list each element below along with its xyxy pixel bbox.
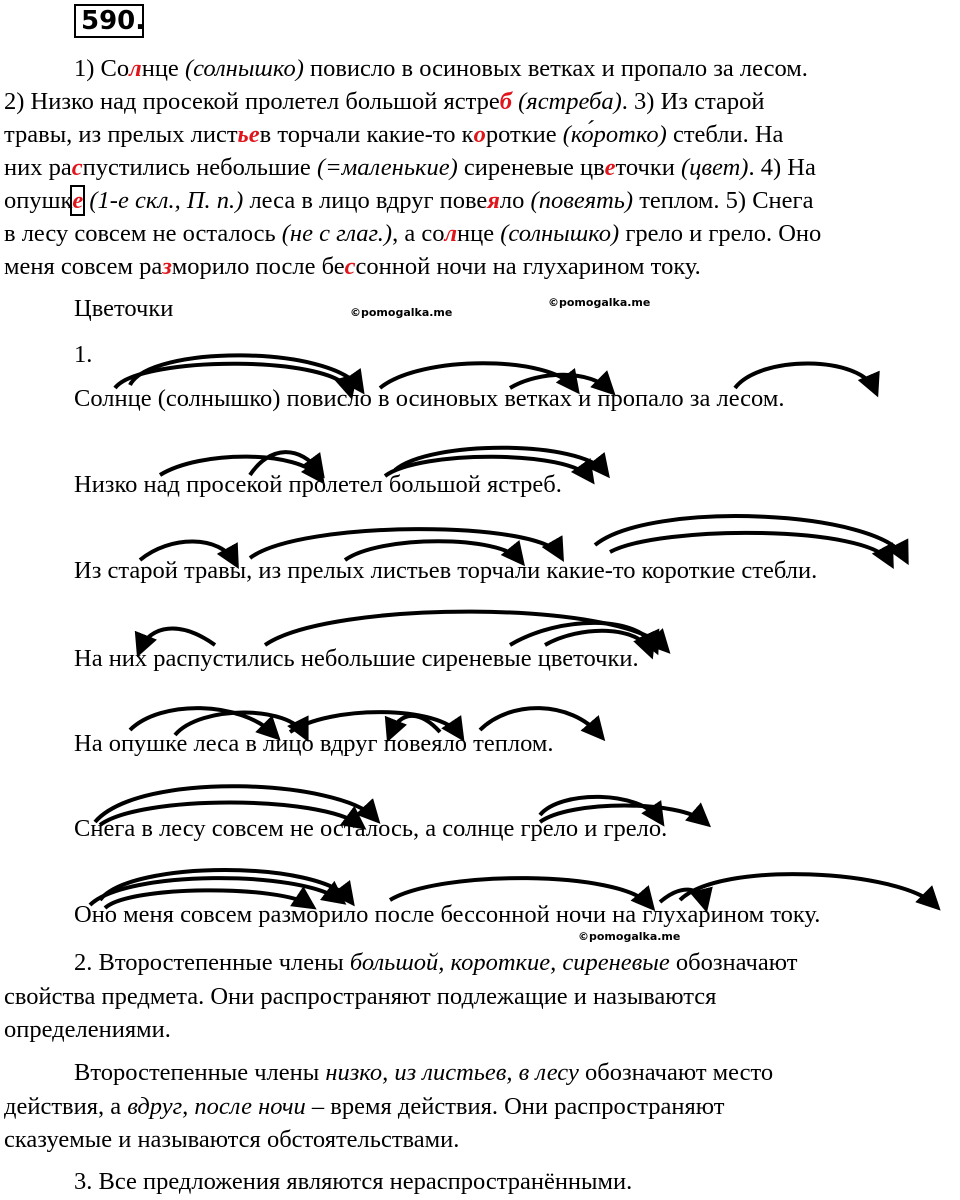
sentence-1: Солнце (солнышко) повисло в осиновых ветках и пропало за лесом. — [74, 385, 785, 412]
part3-line: 3. Все предложения являются нераспространёнными. — [74, 1168, 633, 1195]
exercise-line-6: в лесу совсем не осталось (не с глаг.), а солнце (солнышко) грело и грело. Оно — [4, 220, 822, 247]
word-analysis: Цветочки — [74, 295, 174, 322]
sentence-2: Низко над просекой пролетел большой ястреб. — [74, 471, 562, 498]
exercise-line-1: 1) Солнце (солнышко) повисло в осиновых ветках и пропало за лесом. — [74, 55, 808, 82]
exercise-line-4: них распустились небольшие (=маленькие) сиреневые цветочки (цвет). 4) На — [4, 154, 816, 181]
sentence-5: На опушке леса в лицо вдруг повеяло теплом. — [74, 730, 554, 757]
part2-line-5: действия, а вдруг, после ночи – время действия. Они распространяют — [4, 1093, 725, 1120]
watermark: ©pomogalka.me — [548, 296, 651, 309]
sentence-6: Снега в лесу совсем не осталось, а солнце грело и грело. — [74, 815, 668, 842]
part2-line-1: 2. Второстепенные члены большой, короткие, сиреневые обозначают — [74, 949, 798, 976]
part2-line-4: Второстепенные члены низко, из листьев, в лесу обозначают место — [74, 1059, 774, 1086]
task-number: 590. — [74, 4, 144, 38]
sentence-4: На них распустились небольшие сиреневые цветочки. — [74, 645, 639, 672]
part1-label: 1. — [74, 341, 93, 368]
sentence-7: Оно меня совсем разморило после бессонной ночи на глухарином току. — [74, 901, 821, 928]
exercise-line-2: 2) Низко над просекой пролетел большой ястреб (ястреба). 3) Из старой — [4, 88, 765, 115]
watermark: ©pomogalka.me — [350, 306, 453, 319]
part2-line-3: определениями. — [4, 1016, 171, 1043]
exercise-line-3: травы, из прелых листьев торчали какие-то короткие (ко́ротко) стебли. На — [4, 121, 784, 148]
part2-line-2: свойства предмета. Они распространяют подлежащие и называются — [4, 983, 717, 1010]
exercise-line-7: меня совсем разморило после бессонной ночи на глухарином току. — [4, 253, 701, 280]
part2-line-6: сказуемые и называются обстоятельствами. — [4, 1126, 460, 1153]
sentence-3: Из старой травы, из прелых листьев торчали какие-то короткие стебли. — [74, 557, 818, 584]
exercise-line-5: опушке (1-е скл., П. п.) леса в лицо вдруг повеяло (повеять) теплом. 5) Снега — [4, 187, 814, 214]
watermark: ©pomogalka.me — [578, 930, 681, 943]
